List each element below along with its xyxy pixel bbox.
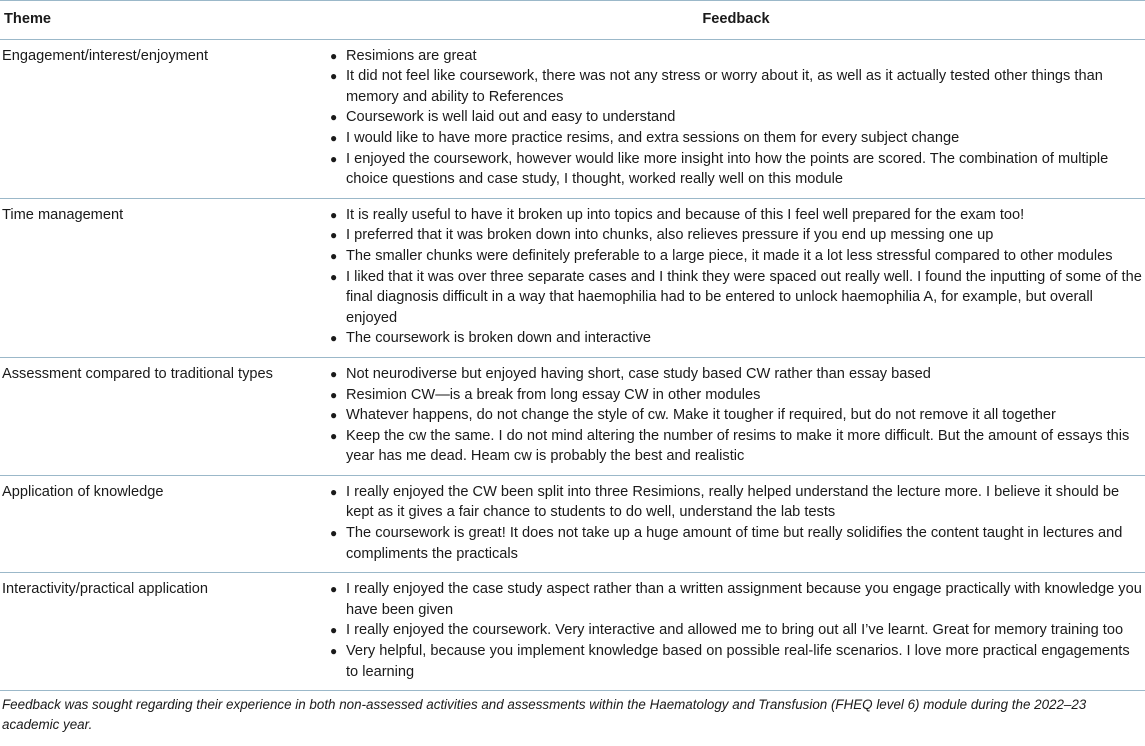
bullet-icon: ● — [330, 48, 338, 63]
feedback-item — [327, 385, 1145, 406]
bullet-icon: ● — [330, 644, 338, 659]
bullet-icon: ● — [330, 366, 338, 381]
theme-cell: Application of knowledge — [0, 475, 327, 572]
feedback-item — [327, 128, 1145, 149]
table-row — [0, 475, 1145, 572]
bullet-icon: ● — [330, 151, 338, 166]
feedback-cell — [327, 39, 1145, 198]
feedback-cell — [327, 198, 1145, 357]
bullet-icon: ● — [330, 623, 338, 638]
bullet-icon: ● — [330, 130, 338, 145]
feedback-cell — [327, 357, 1145, 475]
feedback-text: I really enjoyed the case study aspect rather than a written assignment because you engage practically with knowledge you have been given — [346, 581, 1142, 618]
feedback-list — [327, 205, 1145, 349]
feedback-item — [327, 579, 1145, 620]
feedback-text: It is really useful to have it broken up into topics and because of this I feel well prepared for the exam too! — [346, 206, 1025, 223]
feedback-list — [327, 579, 1145, 682]
bullet-icon: ● — [330, 408, 338, 423]
bullet-icon: ● — [330, 207, 338, 222]
theme-cell: Interactivity/practical application — [0, 573, 327, 691]
bullet-icon: ● — [330, 69, 338, 84]
bullet-icon: ● — [330, 331, 338, 346]
bullet-icon: ● — [330, 428, 338, 443]
feedback-item — [327, 426, 1145, 467]
bullet-icon: ● — [330, 110, 338, 125]
feedback-text: I preferred that it was broken down into chunks, also relieves pressure if you end up messing one up — [346, 227, 994, 244]
feedback-text: I really enjoyed the CW been split into three Resimions, really helped understand the lecture more. I believe it should be kept as it gives a fair chance to students to do well, understand the lab tests — [346, 483, 1120, 521]
feedback-item — [327, 328, 1145, 349]
feedback-item — [327, 149, 1145, 190]
table-row — [0, 357, 1145, 475]
theme-column-header: Theme — [0, 1, 327, 40]
feedback-item — [327, 107, 1145, 128]
theme-cell: Assessment compared to traditional types — [0, 357, 327, 475]
feedback-list — [327, 46, 1145, 190]
feedback-item — [327, 523, 1145, 564]
feedback-text: Very helpful, because you implement knowledge based on possible real-life scenarios. I love more practical engagements to learning — [346, 643, 1130, 680]
table-row — [0, 198, 1145, 357]
feedback-item — [327, 267, 1145, 329]
feedback-text: Resimion CW—is a break from long essay CW in other modules — [346, 386, 761, 403]
feedback-item — [327, 225, 1145, 246]
feedback-item — [327, 405, 1145, 426]
feedback-text: I liked that it was over three separate cases and I think they were spaced out really well. I found the inputting of some of the final diagnosis difficult in a way that haemophilia had to be entered to unlock haemophilia A, for example, but overall enjoyed — [346, 268, 1142, 326]
feedback-text: Coursework is well laid out and easy to understand — [346, 109, 676, 126]
theme-cell: Engagement/interest/enjoyment — [0, 39, 327, 198]
bullet-icon: ● — [330, 228, 338, 243]
feedback-item — [327, 620, 1145, 641]
feedback-cell — [327, 573, 1145, 691]
feedback-list — [327, 482, 1145, 564]
header-row — [0, 1, 1145, 40]
feedback-item — [327, 482, 1145, 523]
feedback-text: I would like to have more practice resims, and extra sessions on them for every subject change — [346, 129, 960, 146]
feedback-list — [327, 364, 1145, 467]
feedback-item — [327, 66, 1145, 107]
feedback-text: The smaller chunks were definitely preferable to a large piece, it made it a lot less stressful compared to other modules — [346, 247, 1113, 264]
table-row — [0, 39, 1145, 198]
bullet-icon: ● — [330, 269, 338, 284]
bullet-icon: ● — [330, 387, 338, 402]
bullet-icon: ● — [330, 526, 338, 541]
feedback-item — [327, 364, 1145, 385]
feedback-cell — [327, 475, 1145, 572]
feedback-text: Whatever happens, do not change the style of cw. Make it tougher if required, but do not remove it all together — [346, 407, 1056, 424]
table-footnote: Feedback was sought regarding their experience in both non-assessed activities and assessments within the Haematology and Transfusion (FHEQ level 6) module during the 2022–23 academic year. — [2, 697, 1087, 733]
feedback-text: Resimions are great — [346, 47, 477, 64]
feedback-text: It did not feel like coursework, there was not any stress or worry about it, as well as it actually tested other things than memory and ability to References — [346, 68, 1103, 105]
feedback-text: The coursework is broken down and interactive — [346, 330, 652, 347]
feedback-text: The coursework is great! It does not take up a huge amount of time but really solidifies the content taught in lectures and compliments the practicals — [346, 525, 1123, 562]
feedback-text: I really enjoyed the coursework. Very interactive and allowed me to bring out all I’ve learnt. Great for memory training too — [346, 622, 1124, 639]
bullet-icon: ● — [330, 484, 338, 499]
feedback-item — [327, 641, 1145, 682]
theme-cell: Time management — [0, 198, 327, 357]
feedback-text: Not neurodiverse but enjoyed having short, case study based CW rather than essay based — [346, 365, 931, 382]
feedback-item — [327, 46, 1145, 67]
table-body — [0, 39, 1145, 691]
feedback-text: Keep the cw the same. I do not mind altering the number of resims to make it more difficult. But the amount of essays this year has me dead. Heam cw is probably the best and realistic — [346, 427, 1130, 465]
feedback-item — [327, 205, 1145, 226]
table-row — [0, 573, 1145, 691]
feedback-item — [327, 246, 1145, 267]
feedback-text: I enjoyed the coursework, however would like more insight into how the points are scored. The combination of multiple choice questions and case study, I thought, worked really well on this module — [346, 150, 1109, 188]
bullet-icon: ● — [330, 582, 338, 597]
bullet-icon: ● — [330, 248, 338, 263]
feedback-column-header: Feedback — [327, 1, 1145, 40]
